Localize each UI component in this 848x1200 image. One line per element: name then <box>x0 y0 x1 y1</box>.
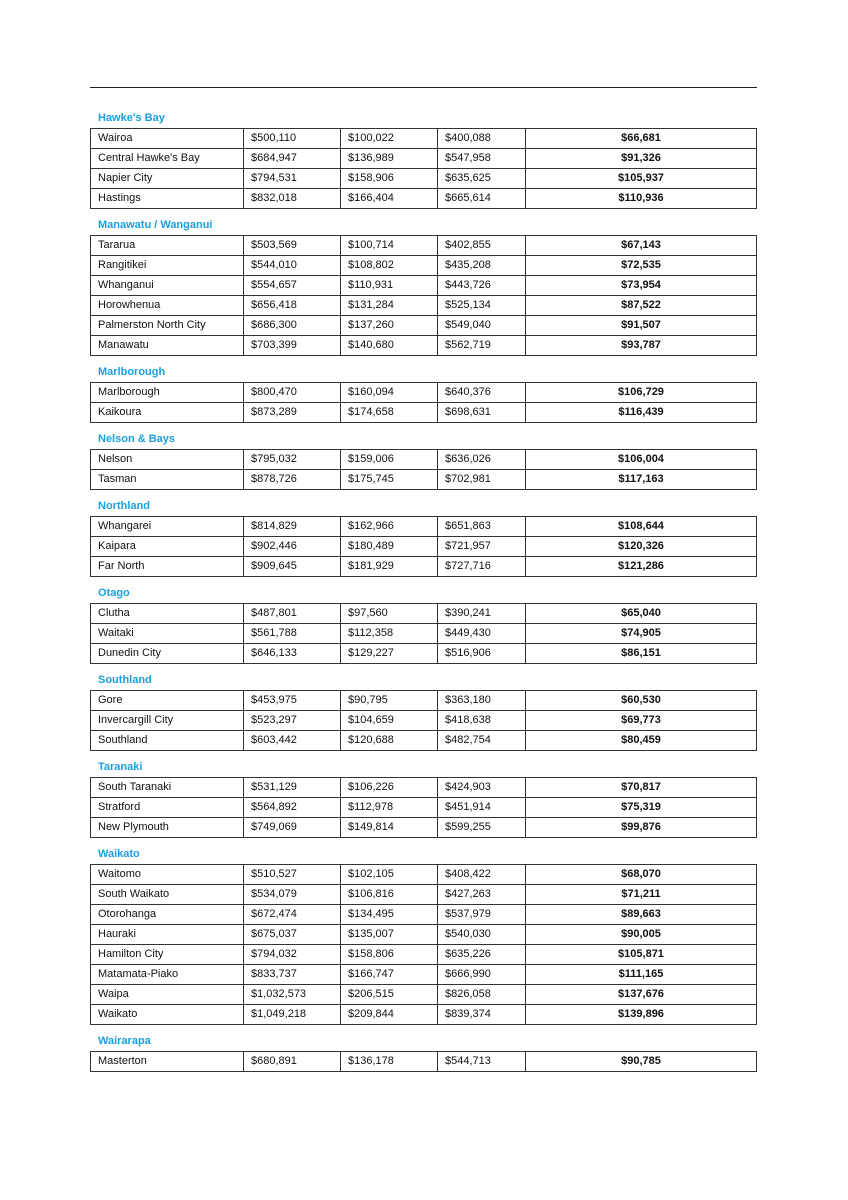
district-name-cell: Wairoa <box>91 129 244 149</box>
value-cell: $100,714 <box>341 236 438 256</box>
region-heading: Waikato <box>98 848 140 860</box>
total-value-cell: $137,676 <box>526 985 757 1005</box>
table-row <box>91 885 757 905</box>
total-value-cell: $66,681 <box>526 129 757 149</box>
value-cell: $531,129 <box>244 778 341 798</box>
value-cell: $698,631 <box>438 403 526 423</box>
value-cell: $137,260 <box>341 316 438 336</box>
table-row <box>91 336 757 356</box>
total-value-cell: $110,936 <box>526 189 757 209</box>
table-row <box>91 798 757 818</box>
table-row <box>91 149 757 169</box>
total-value-cell: $90,785 <box>526 1052 757 1072</box>
value-cell: $181,929 <box>341 557 438 577</box>
value-cell: $402,855 <box>438 236 526 256</box>
value-cell: $636,026 <box>438 450 526 470</box>
region-heading: Northland <box>98 500 150 512</box>
district-name-cell: Horowhenua <box>91 296 244 316</box>
value-cell: $703,399 <box>244 336 341 356</box>
value-cell: $561,788 <box>244 624 341 644</box>
value-cell: $451,914 <box>438 798 526 818</box>
region-table <box>90 128 757 209</box>
value-cell: $510,527 <box>244 865 341 885</box>
region-table <box>90 516 757 577</box>
total-value-cell: $108,644 <box>526 517 757 537</box>
value-cell: $112,358 <box>341 624 438 644</box>
district-name-cell: Hamilton City <box>91 945 244 965</box>
table-row <box>91 624 757 644</box>
total-value-cell: $121,286 <box>526 557 757 577</box>
value-cell: $158,906 <box>341 169 438 189</box>
value-cell: $534,079 <box>244 885 341 905</box>
table-row <box>91 450 757 470</box>
total-value-cell: $74,905 <box>526 624 757 644</box>
total-value-cell: $93,787 <box>526 336 757 356</box>
value-cell: $110,931 <box>341 276 438 296</box>
table-row <box>91 731 757 751</box>
district-name-cell: Napier City <box>91 169 244 189</box>
total-value-cell: $68,070 <box>526 865 757 885</box>
value-cell: $149,814 <box>341 818 438 838</box>
total-value-cell: $99,876 <box>526 818 757 838</box>
total-value-cell: $65,040 <box>526 604 757 624</box>
total-value-cell: $70,817 <box>526 778 757 798</box>
district-name-cell: Manawatu <box>91 336 244 356</box>
value-cell: $635,226 <box>438 945 526 965</box>
value-cell: $814,829 <box>244 517 341 537</box>
region-table <box>90 603 757 664</box>
value-cell: $131,284 <box>341 296 438 316</box>
district-name-cell: Rangitikei <box>91 256 244 276</box>
value-cell: $640,376 <box>438 383 526 403</box>
value-cell: $166,747 <box>341 965 438 985</box>
table-row <box>91 711 757 731</box>
district-name-cell: Hauraki <box>91 925 244 945</box>
district-name-cell: Stratford <box>91 798 244 818</box>
value-cell: $129,227 <box>341 644 438 664</box>
value-cell: $525,134 <box>438 296 526 316</box>
district-name-cell: Nelson <box>91 450 244 470</box>
value-cell: $562,719 <box>438 336 526 356</box>
value-cell: $106,816 <box>341 885 438 905</box>
district-name-cell: Kaikoura <box>91 403 244 423</box>
value-cell: $408,422 <box>438 865 526 885</box>
district-name-cell: New Plymouth <box>91 818 244 838</box>
region-table <box>90 235 757 356</box>
value-cell: $90,795 <box>341 691 438 711</box>
table-row <box>91 945 757 965</box>
value-cell: $390,241 <box>438 604 526 624</box>
table-row <box>91 965 757 985</box>
total-value-cell: $72,535 <box>526 256 757 276</box>
region-table <box>90 690 757 751</box>
value-cell: $435,208 <box>438 256 526 276</box>
region-table <box>90 382 757 423</box>
value-cell: $100,022 <box>341 129 438 149</box>
region-heading: Marlborough <box>98 366 166 378</box>
table-row <box>91 383 757 403</box>
total-value-cell: $87,522 <box>526 296 757 316</box>
total-value-cell: $71,211 <box>526 885 757 905</box>
value-cell: $635,625 <box>438 169 526 189</box>
value-cell: $547,958 <box>438 149 526 169</box>
total-value-cell: $105,871 <box>526 945 757 965</box>
total-value-cell: $80,459 <box>526 731 757 751</box>
value-cell: $554,657 <box>244 276 341 296</box>
district-name-cell: Invercargill City <box>91 711 244 731</box>
table-row <box>91 316 757 336</box>
value-cell: $749,069 <box>244 818 341 838</box>
value-cell: $516,906 <box>438 644 526 664</box>
district-name-cell: Marlborough <box>91 383 244 403</box>
table-row <box>91 865 757 885</box>
value-cell: $102,105 <box>341 865 438 885</box>
table-row <box>91 557 757 577</box>
value-cell: $727,716 <box>438 557 526 577</box>
value-cell: $909,645 <box>244 557 341 577</box>
table-row <box>91 925 757 945</box>
value-cell: $537,979 <box>438 905 526 925</box>
district-name-cell: Hastings <box>91 189 244 209</box>
district-name-cell: Palmerston North City <box>91 316 244 336</box>
district-name-cell: Masterton <box>91 1052 244 1072</box>
total-value-cell: $89,663 <box>526 905 757 925</box>
total-value-cell: $90,005 <box>526 925 757 945</box>
total-value-cell: $139,896 <box>526 1005 757 1025</box>
table-row <box>91 276 757 296</box>
district-name-cell: Otorohanga <box>91 905 244 925</box>
district-name-cell: Waitomo <box>91 865 244 885</box>
table-row <box>91 189 757 209</box>
table-row <box>91 236 757 256</box>
region-heading: Wairarapa <box>98 1035 151 1047</box>
table-row <box>91 1005 757 1025</box>
district-name-cell: Whangarei <box>91 517 244 537</box>
value-cell: $794,032 <box>244 945 341 965</box>
top-divider <box>90 87 757 88</box>
value-cell: $540,030 <box>438 925 526 945</box>
total-value-cell: $67,143 <box>526 236 757 256</box>
value-cell: $564,892 <box>244 798 341 818</box>
district-name-cell: Gore <box>91 691 244 711</box>
value-cell: $503,569 <box>244 236 341 256</box>
total-value-cell: $75,319 <box>526 798 757 818</box>
region-heading: Otago <box>98 587 130 599</box>
district-name-cell: Dunedin City <box>91 644 244 664</box>
region-heading: Nelson & Bays <box>98 433 176 445</box>
table-row <box>91 403 757 423</box>
total-value-cell: $120,326 <box>526 537 757 557</box>
region-table <box>90 449 757 490</box>
value-cell: $418,638 <box>438 711 526 731</box>
value-cell: $180,489 <box>341 537 438 557</box>
value-cell: $544,713 <box>438 1052 526 1072</box>
value-cell: $675,037 <box>244 925 341 945</box>
value-cell: $136,178 <box>341 1052 438 1072</box>
region-table <box>90 864 757 1025</box>
value-cell: $427,263 <box>438 885 526 905</box>
district-name-cell: South Waikato <box>91 885 244 905</box>
value-cell: $686,300 <box>244 316 341 336</box>
value-cell: $826,058 <box>438 985 526 1005</box>
district-name-cell: Matamata-Piako <box>91 965 244 985</box>
table-row <box>91 1052 757 1072</box>
value-cell: $1,049,218 <box>244 1005 341 1025</box>
region-heading: Southland <box>98 674 152 686</box>
total-value-cell: $106,729 <box>526 383 757 403</box>
value-cell: $159,006 <box>341 450 438 470</box>
total-value-cell: $106,004 <box>526 450 757 470</box>
district-name-cell: Kaipara <box>91 537 244 557</box>
district-name-cell: Tararua <box>91 236 244 256</box>
value-cell: $400,088 <box>438 129 526 149</box>
value-cell: $721,957 <box>438 537 526 557</box>
value-cell: $549,040 <box>438 316 526 336</box>
region-heading: Manawatu / Wanganui <box>98 219 213 231</box>
value-cell: $166,404 <box>341 189 438 209</box>
district-name-cell: Waipa <box>91 985 244 1005</box>
value-cell: $800,470 <box>244 383 341 403</box>
value-cell: $646,133 <box>244 644 341 664</box>
value-cell: $832,018 <box>244 189 341 209</box>
value-cell: $136,989 <box>341 149 438 169</box>
value-cell: $839,374 <box>438 1005 526 1025</box>
regional-values-tables <box>90 108 757 1072</box>
value-cell: $209,844 <box>341 1005 438 1025</box>
district-name-cell: Waikato <box>91 1005 244 1025</box>
total-value-cell: $117,163 <box>526 470 757 490</box>
value-cell: $873,289 <box>244 403 341 423</box>
value-cell: $487,801 <box>244 604 341 624</box>
total-value-cell: $69,773 <box>526 711 757 731</box>
table-row <box>91 778 757 798</box>
value-cell: $794,531 <box>244 169 341 189</box>
total-value-cell: $86,151 <box>526 644 757 664</box>
value-cell: $104,659 <box>341 711 438 731</box>
value-cell: $449,430 <box>438 624 526 644</box>
value-cell: $135,007 <box>341 925 438 945</box>
value-cell: $108,802 <box>341 256 438 276</box>
district-name-cell: South Taranaki <box>91 778 244 798</box>
total-value-cell: $105,937 <box>526 169 757 189</box>
value-cell: $206,515 <box>341 985 438 1005</box>
district-name-cell: Central Hawke's Bay <box>91 149 244 169</box>
total-value-cell: $116,439 <box>526 403 757 423</box>
value-cell: $363,180 <box>438 691 526 711</box>
value-cell: $878,726 <box>244 470 341 490</box>
region-heading: Hawke's Bay <box>98 112 165 124</box>
value-cell: $134,495 <box>341 905 438 925</box>
value-cell: $175,745 <box>341 470 438 490</box>
district-name-cell: Southland <box>91 731 244 751</box>
value-cell: $112,978 <box>341 798 438 818</box>
value-cell: $424,903 <box>438 778 526 798</box>
total-value-cell: $73,954 <box>526 276 757 296</box>
region-heading: Taranaki <box>98 761 143 773</box>
value-cell: $684,947 <box>244 149 341 169</box>
region-table <box>90 777 757 838</box>
table-row <box>91 517 757 537</box>
value-cell: $174,658 <box>341 403 438 423</box>
district-name-cell: Whanganui <box>91 276 244 296</box>
value-cell: $1,032,573 <box>244 985 341 1005</box>
value-cell: $544,010 <box>244 256 341 276</box>
value-cell: $603,442 <box>244 731 341 751</box>
district-name-cell: Far North <box>91 557 244 577</box>
total-value-cell: $60,530 <box>526 691 757 711</box>
value-cell: $666,990 <box>438 965 526 985</box>
value-cell: $106,226 <box>341 778 438 798</box>
value-cell: $702,981 <box>438 470 526 490</box>
value-cell: $833,737 <box>244 965 341 985</box>
value-cell: $599,255 <box>438 818 526 838</box>
table-row <box>91 691 757 711</box>
value-cell: $656,418 <box>244 296 341 316</box>
value-cell: $97,560 <box>341 604 438 624</box>
district-name-cell: Waitaki <box>91 624 244 644</box>
total-value-cell: $111,165 <box>526 965 757 985</box>
district-name-cell: Tasman <box>91 470 244 490</box>
value-cell: $162,966 <box>341 517 438 537</box>
table-row <box>91 644 757 664</box>
table-row <box>91 129 757 149</box>
value-cell: $500,110 <box>244 129 341 149</box>
district-name-cell: Clutha <box>91 604 244 624</box>
table-row <box>91 604 757 624</box>
value-cell: $140,680 <box>341 336 438 356</box>
table-row <box>91 818 757 838</box>
table-row <box>91 537 757 557</box>
value-cell: $158,806 <box>341 945 438 965</box>
value-cell: $665,614 <box>438 189 526 209</box>
value-cell: $795,032 <box>244 450 341 470</box>
table-row <box>91 296 757 316</box>
value-cell: $443,726 <box>438 276 526 296</box>
value-cell: $523,297 <box>244 711 341 731</box>
value-cell: $160,094 <box>341 383 438 403</box>
region-table <box>90 1051 757 1072</box>
value-cell: $680,891 <box>244 1052 341 1072</box>
table-row <box>91 470 757 490</box>
value-cell: $482,754 <box>438 731 526 751</box>
table-row <box>91 256 757 276</box>
value-cell: $651,863 <box>438 517 526 537</box>
value-cell: $453,975 <box>244 691 341 711</box>
total-value-cell: $91,326 <box>526 149 757 169</box>
table-row <box>91 905 757 925</box>
value-cell: $672,474 <box>244 905 341 925</box>
table-row <box>91 169 757 189</box>
value-cell: $902,446 <box>244 537 341 557</box>
total-value-cell: $91,507 <box>526 316 757 336</box>
table-row <box>91 985 757 1005</box>
value-cell: $120,688 <box>341 731 438 751</box>
